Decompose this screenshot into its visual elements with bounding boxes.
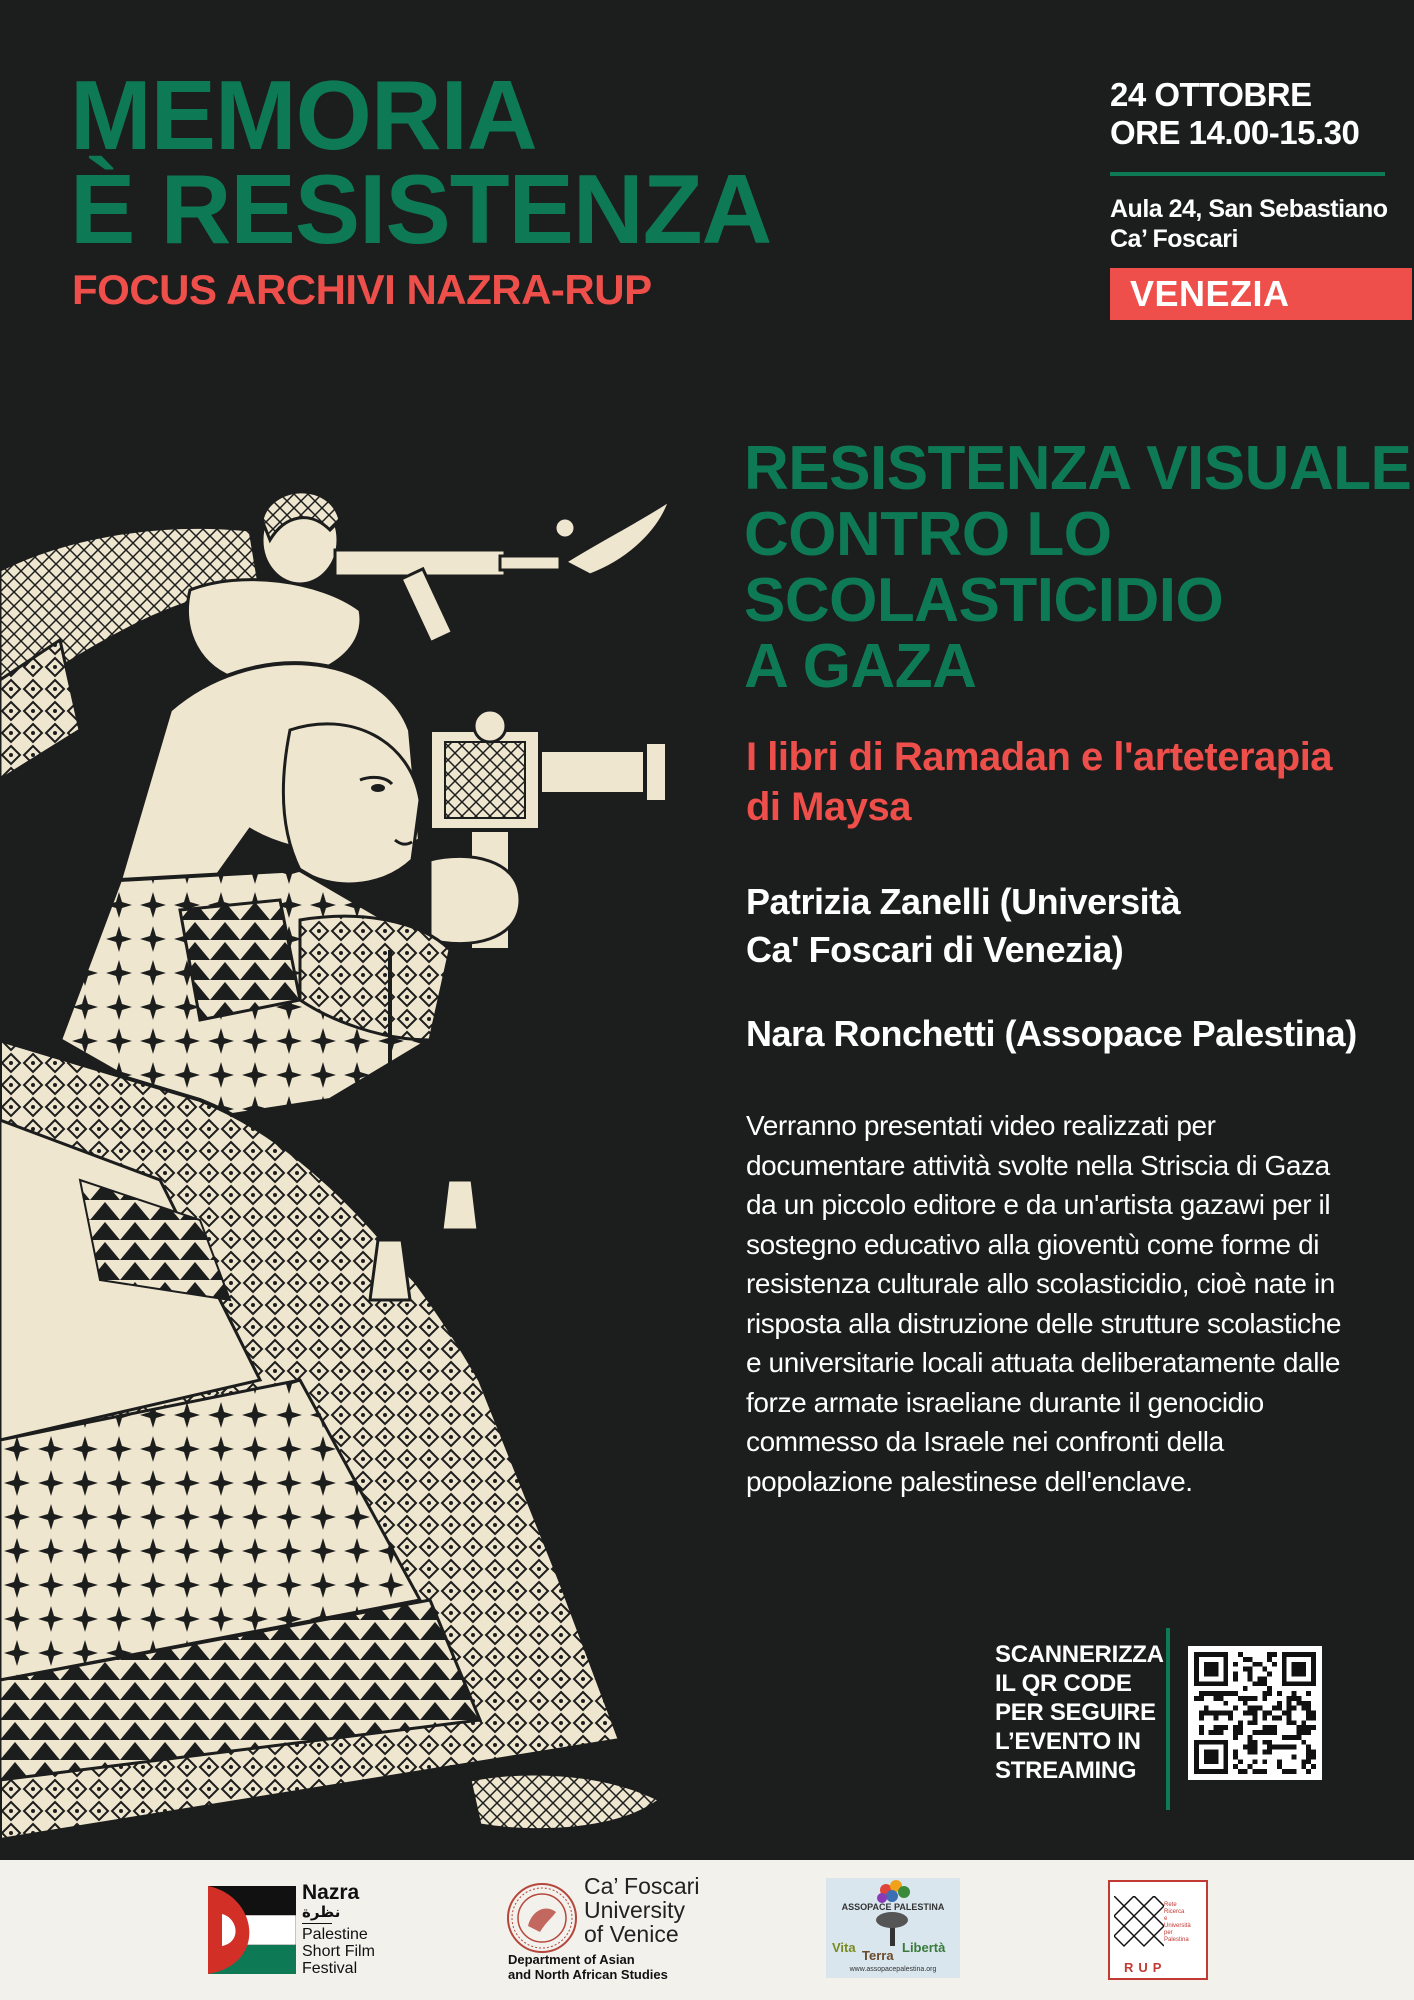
divider — [1110, 172, 1385, 176]
qr-code[interactable] — [1188, 1646, 1322, 1780]
talk-description — [746, 1106, 1386, 1501]
cafoscari-name-line: Ca’ Foscari — [584, 1873, 700, 1899]
talk-title-line: A GAZA — [744, 632, 977, 701]
talk-subtitle — [746, 732, 1332, 832]
title-line: MEMORIA — [70, 60, 537, 170]
event-info — [1110, 76, 1388, 320]
description-line: popolazione palestinese dell'enclave. — [746, 1465, 1193, 1497]
rup-name: RUP — [1124, 1960, 1167, 1975]
description-line: documentare attività svolte nella Striscia di Gaza — [746, 1149, 1330, 1181]
nazra-line: Short Film — [302, 1943, 375, 1960]
talk-title-line: SCOLASTICIDIO — [744, 566, 1224, 635]
qr-code-icon — [1194, 1652, 1316, 1774]
description-line: e universitarie locali attuata deliberatamente dalle — [746, 1347, 1341, 1378]
rup-line: per — [1164, 1930, 1173, 1936]
department-line: Department of Asian — [508, 1952, 635, 1967]
qr-text-line: SCANNERIZZA — [995, 1641, 1164, 1668]
talk-title-line: RESISTENZA VISUALE — [744, 434, 1412, 503]
city-badge: VENEZIA — [1110, 268, 1412, 320]
event-date: 24 OTTOBRE — [1110, 76, 1312, 113]
talk-subtitle-line: I libri di Ramadan e l'arteterapia — [746, 735, 1333, 779]
title-line: È RESISTENZA — [70, 154, 772, 264]
event-room: Aula 24, San Sebastiano — [1110, 195, 1388, 223]
rup-net-icon — [1114, 1896, 1164, 1956]
qr-divider — [1166, 1628, 1170, 1810]
nazra-wordmark — [302, 1882, 375, 1977]
nazra-flag-icon — [208, 1886, 296, 1974]
assopace-liberta: Libertà — [902, 1940, 946, 1955]
divider — [302, 1923, 332, 1924]
qr-text-line: L’EVENTO IN — [995, 1728, 1141, 1755]
talk-title — [744, 436, 1411, 700]
description-line: risposta alla distruzione delle strutture scolastiche — [746, 1307, 1342, 1339]
cafoscari-name-line: of Venice — [584, 1921, 679, 1947]
qr-text-line: PER SEGUIRE — [995, 1699, 1156, 1726]
qr-text-line: IL QR CODE — [995, 1670, 1132, 1697]
speaker-zanelli — [746, 878, 1180, 974]
description-line: sostegno educativo alla gioventù come forme di — [746, 1228, 1320, 1260]
talk-title-line: CONTRO LO — [744, 500, 1112, 569]
rup-description — [1164, 1902, 1191, 1944]
rup-line: e — [1164, 1916, 1168, 1922]
speaker-line: Patrizia Zanelli (Università — [746, 881, 1181, 922]
speaker-line: Ca' Foscari di Venezia) — [746, 929, 1124, 970]
rup-logo — [1108, 1880, 1208, 1980]
nazra-line: Palestine — [302, 1926, 368, 1943]
description-line: forze armate israeliane durante il genocidio — [746, 1386, 1264, 1418]
qr-instructions — [995, 1640, 1164, 1785]
speaker-ronchetti: Nara Ronchetti (Assopace Palestina) — [746, 1013, 1357, 1054]
cafoscari-logo — [506, 1874, 736, 1984]
assopace-url: www.assopacepalestina.org — [849, 1966, 937, 1973]
partner-logos-footer — [0, 1860, 1414, 2000]
nazra-name: Nazra — [302, 1881, 360, 1904]
department-name — [508, 1952, 668, 1982]
rup-line: Università — [1164, 1923, 1191, 1929]
series-subtitle: FOCUS ARCHIVI NAZRA-RUP — [72, 266, 652, 313]
university-seal-icon — [506, 1882, 578, 1954]
cafoscari-name — [584, 1874, 699, 1946]
description-line: resistenza culturale allo scolasticidio, cioè nate in — [746, 1268, 1335, 1299]
description-line: Verranno presentati video realizzati per — [746, 1110, 1216, 1141]
description-line: da un piccolo editore e da un'artista gazawi per il — [746, 1189, 1331, 1220]
assopace-label: ASSOPACE PALESTINA — [841, 1902, 945, 1912]
rup-line: Palestina — [1164, 1937, 1189, 1943]
nazra-logo — [208, 1882, 388, 1982]
nazra-arabic: نظرة — [302, 1904, 341, 1921]
description-line: commesso da Israele nei confronti della — [746, 1426, 1224, 1457]
talk-subtitle-line: di Maysa — [746, 785, 911, 829]
assopace-logo — [826, 1878, 960, 1978]
cafoscari-name-line: University — [584, 1897, 685, 1923]
event-series-title — [70, 60, 772, 264]
assopace-vita: Vita — [832, 1940, 856, 1955]
nazra-line: Festival — [302, 1960, 358, 1977]
assopace-terra: Terra — [862, 1948, 894, 1963]
qr-text-line: STREAMING — [995, 1757, 1137, 1784]
rup-line: Rete — [1164, 1902, 1177, 1908]
rup-line: Ricerca — [1164, 1909, 1185, 1915]
illustration-woman-with-camera — [0, 480, 690, 1840]
department-line: and North African Studies — [508, 1967, 668, 1982]
event-time: ORE 14.00-15.30 — [1110, 114, 1360, 151]
event-venue: Ca’ Foscari — [1110, 225, 1238, 253]
